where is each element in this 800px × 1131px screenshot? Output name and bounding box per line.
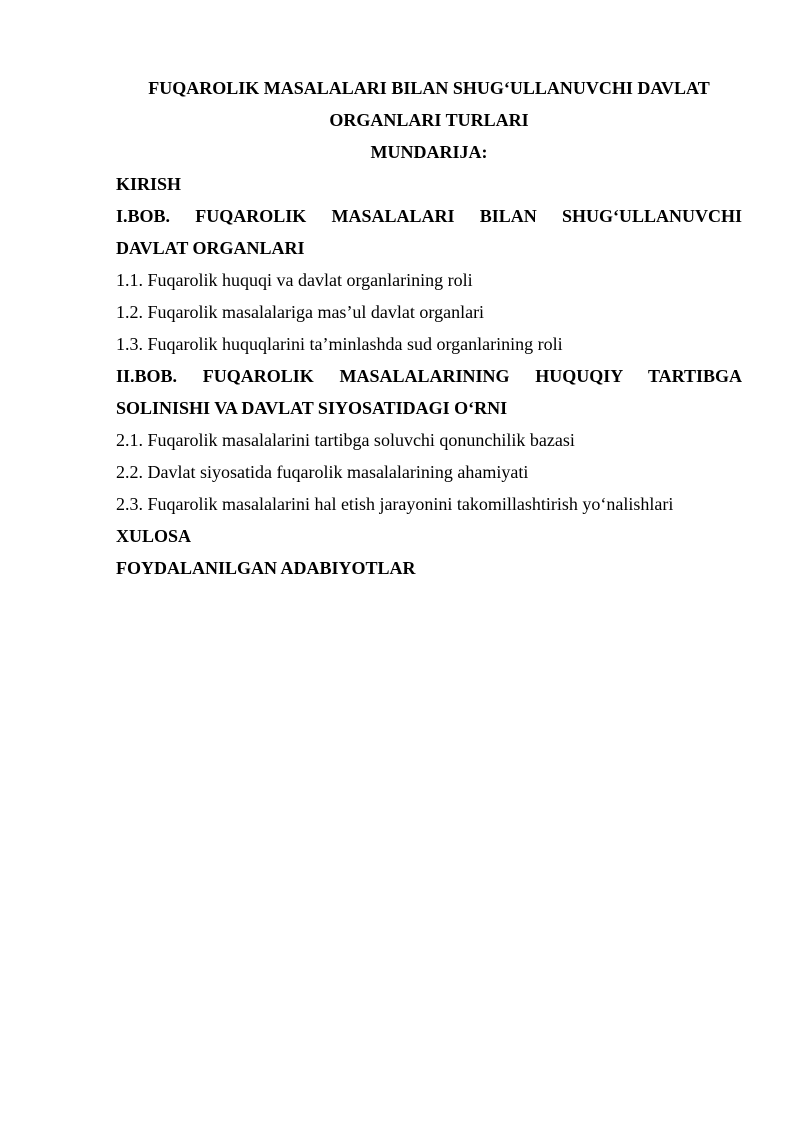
contents-heading: MUNDARIJA: (370, 142, 488, 162)
toc-intro: KIRISH (116, 174, 182, 194)
toc-item-1-3: 1.3. Fuqarolik huquqlarini ta’minlashda sud organlarining roli (116, 334, 563, 354)
document-title-line-1: FUQAROLIK MASALALARI BILAN SHUG‘ULLANUVCHI DAVLAT (148, 78, 710, 98)
toc-references: FOYDALANILGAN ADABIYOTLAR (116, 558, 416, 578)
document-page (116, 72, 742, 584)
toc-chapter-1-line-2: DAVLAT ORGANLARI (116, 238, 305, 258)
document-title-line-2: ORGANLARI TURLARI (329, 110, 529, 130)
toc-item-1-1: 1.1. Fuqarolik huquqi va davlat organlarining roli (116, 270, 473, 290)
toc-item-2-2: 2.2. Davlat siyosatida fuqarolik masalalarining ahamiyati (116, 462, 529, 482)
toc-chapter-2-line-2: SOLINISHI VA DAVLAT SIYOSATIDAGI O‘RNI (116, 398, 508, 418)
toc-item-2-1: 2.1. Fuqarolik masalalarini tartibga soluvchi qonunchilik bazasi (116, 430, 575, 450)
toc-item-1-2: 1.2. Fuqarolik masalalariga mas’ul davlat organlari (116, 302, 485, 322)
toc-chapter-2-line-1: II.BOB. FUQAROLIK MASALALARINING HUQUQIY TARTIBGA (116, 366, 742, 386)
toc-conclusion: XULOSA (116, 526, 192, 546)
toc-item-2-3: 2.3. Fuqarolik masalalarini hal etish jarayonini takomillashtirish yo‘nalishlari (116, 494, 674, 514)
toc-chapter-1-line-1: I.BOB. FUQAROLIK MASALALARI BILAN SHUG‘ULLANUVCHI (116, 206, 742, 226)
